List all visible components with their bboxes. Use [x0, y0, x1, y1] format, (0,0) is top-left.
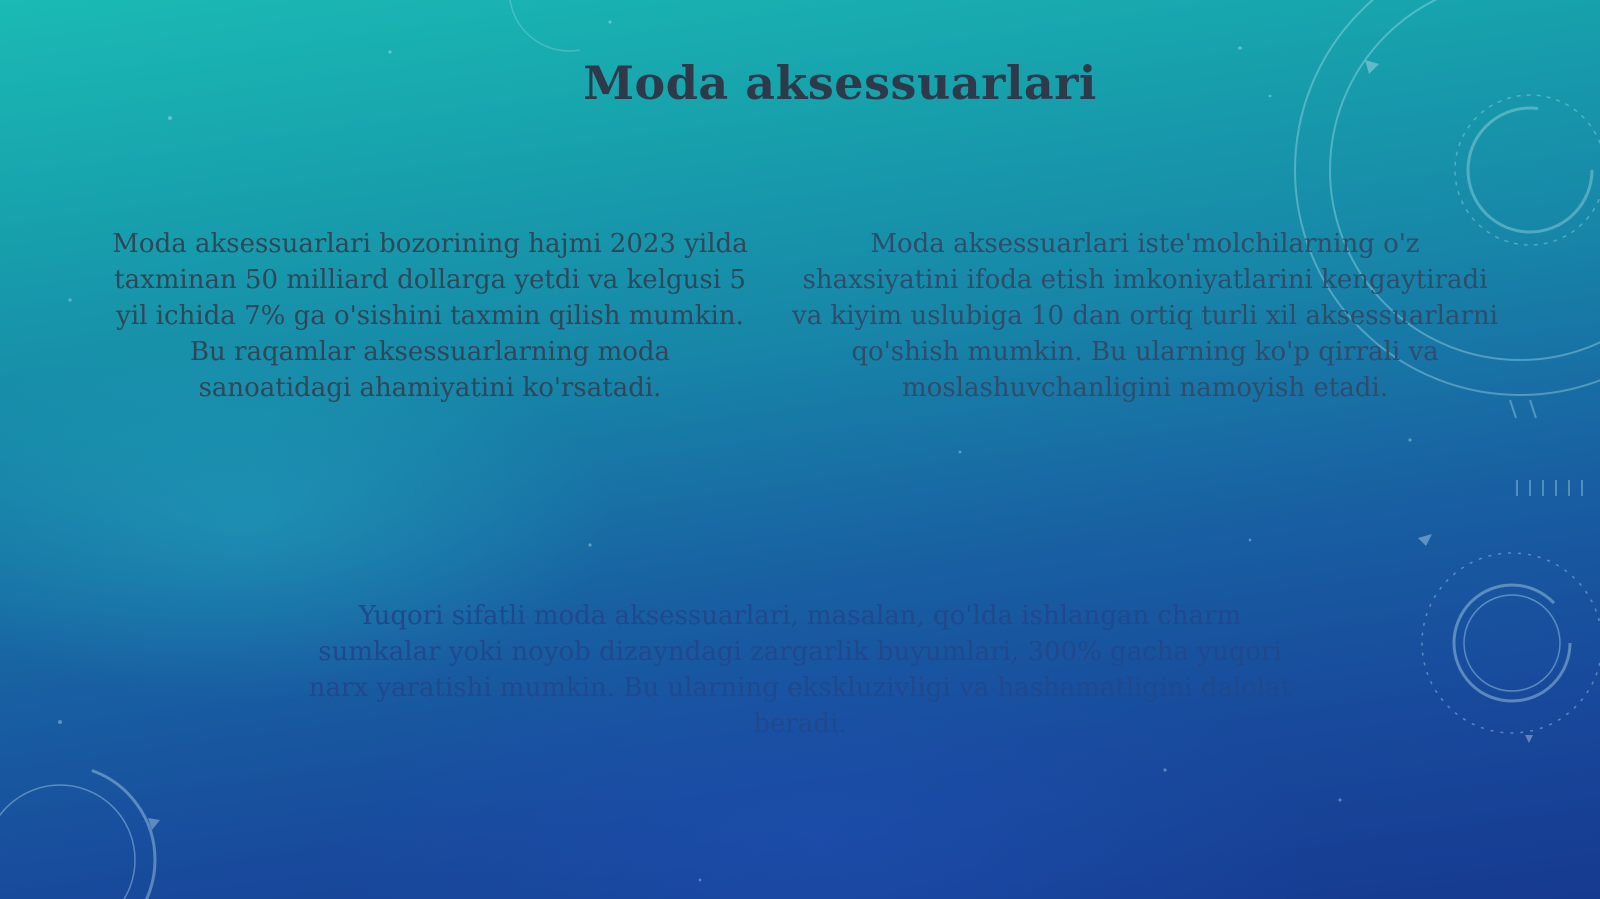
tick-marks-icon: [1517, 480, 1582, 496]
right-circles-icon: [1418, 534, 1600, 743]
slide-title: Moda aksessuarlari: [583, 56, 1097, 110]
right-text-block: Moda aksessuarlari iste'molchilarning o'z shaxsiyatini ifoda etish imkoniyatlarini kengaytiradi va kiyim uslubiga 10 dan ortiq turli xil aksessuarlarni qo'shish mumkin. Bu ularning ko'p qirrali va moslashuvchanligini namoyish etadi.: [792, 229, 1498, 403]
top-arc-icon: [510, 0, 580, 51]
bottom-left-circles-icon: [0, 765, 160, 899]
bottom-text-block: Yuqori sifatli moda aksessuarlari, masalan, qo'lda ishlangan charm sumkalar yoki noyob dizayndagi zargarlik buyumlari, 300% gacha yuqori narx yaratishi mumkin. Bu ularning ekskluzivligi va hashamatligini dalolat beradi.: [308, 601, 1292, 739]
sparkle-dots: [58, 20, 1412, 881]
left-text-block: Moda aksessuarlari bozorining hajmi 2023 yilda taxminan 50 milliard dollarga yetdi va kelgusi 5 yil ichida 7% ga o'sishini taxmin qilish mumkin. Bu raqamlar aksessuarlarning moda sanoatidagi ahamiyatini ko'rsatadi.: [112, 229, 748, 403]
